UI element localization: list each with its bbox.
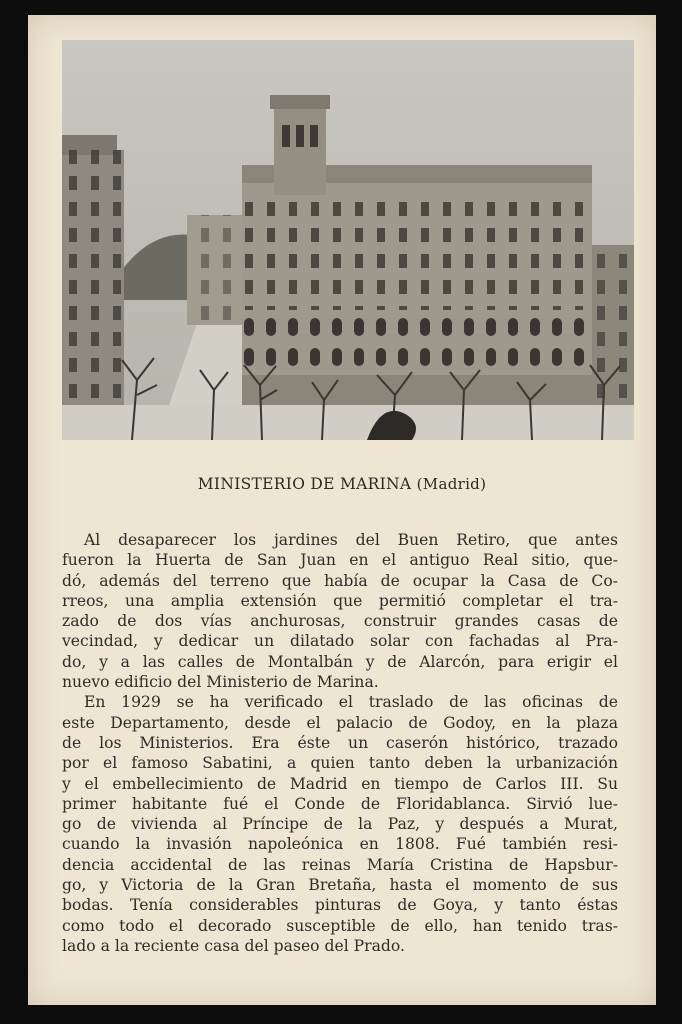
title-main: MINISTERIO DE MARINA: [197, 475, 412, 493]
paragraph-line: zado de dos vías anchurosas, construir grandes casas de: [62, 612, 618, 631]
paragraph-line: rreos, una amplia extensión que permitió completar el tra-: [62, 591, 618, 610]
description-text: [62, 530, 618, 956]
building-photo: [62, 40, 634, 440]
ministry-building-illustration: [62, 40, 634, 440]
paragraph-line: Al desaparecer los jardines del Buen Retiro, que antes: [84, 531, 618, 549]
paragraph-line: como todo el decorado susceptible de ello, han tenido tras-: [62, 916, 618, 935]
postcard-title: [28, 475, 656, 493]
paragraph-line: cuando la invasión napoleónica en 1808. Fué también resi-: [62, 835, 618, 854]
paragraph-line: dó, además del terreno que había de ocupar la Casa de Co-: [62, 571, 618, 590]
paragraph-line: nuevo edificio del Ministerio de Marina.: [62, 673, 379, 692]
paragraph-line: primer habitante fué el Conde de Floridablanca. Sirvió lue-: [62, 794, 618, 813]
postcard: [28, 15, 656, 1005]
paragraph-line: de los Ministerios. Era éste un caserón histórico, trazado: [62, 733, 618, 752]
paragraph-line: por el famoso Sabatini, a quien tanto deben la urbanización: [62, 754, 618, 773]
paragraph-line: dencia accidental de las reinas María Cristina de Hapsbur-: [62, 855, 618, 874]
paragraph-line: este Departamento, desde el palacio de Godoy, en la plaza: [62, 713, 618, 732]
paragraph-line: vecindad, y dedicar un dilatado solar con fachadas al Pra-: [62, 632, 618, 651]
paragraph-line: En 1929 se ha verificado el traslado de las oficinas de: [84, 693, 618, 712]
paragraph-line: go, y Victoria de la Gran Bretaña, hasta el momento de sus: [62, 876, 618, 895]
paragraph-line: do, y a las calles de Montalbán y de Alarcón, para erigir el: [62, 652, 618, 671]
paragraph-line: y el embellecimiento de Madrid en tiempo de Carlos III. Su: [62, 774, 618, 793]
paragraph-line: lado a la reciente casa del paseo del Prado.: [62, 936, 405, 955]
title-location: (Madrid): [416, 475, 487, 493]
paragraph-line: fueron la Huerta de San Juan en el antiguo Real sitio, que-: [62, 551, 618, 570]
paragraph-line: go de vivienda al Príncipe de la Paz, y después a Murat,: [62, 815, 618, 834]
paragraph-line: bodas. Tenía considerables pinturas de Goya, y tanto éstas: [62, 896, 618, 915]
